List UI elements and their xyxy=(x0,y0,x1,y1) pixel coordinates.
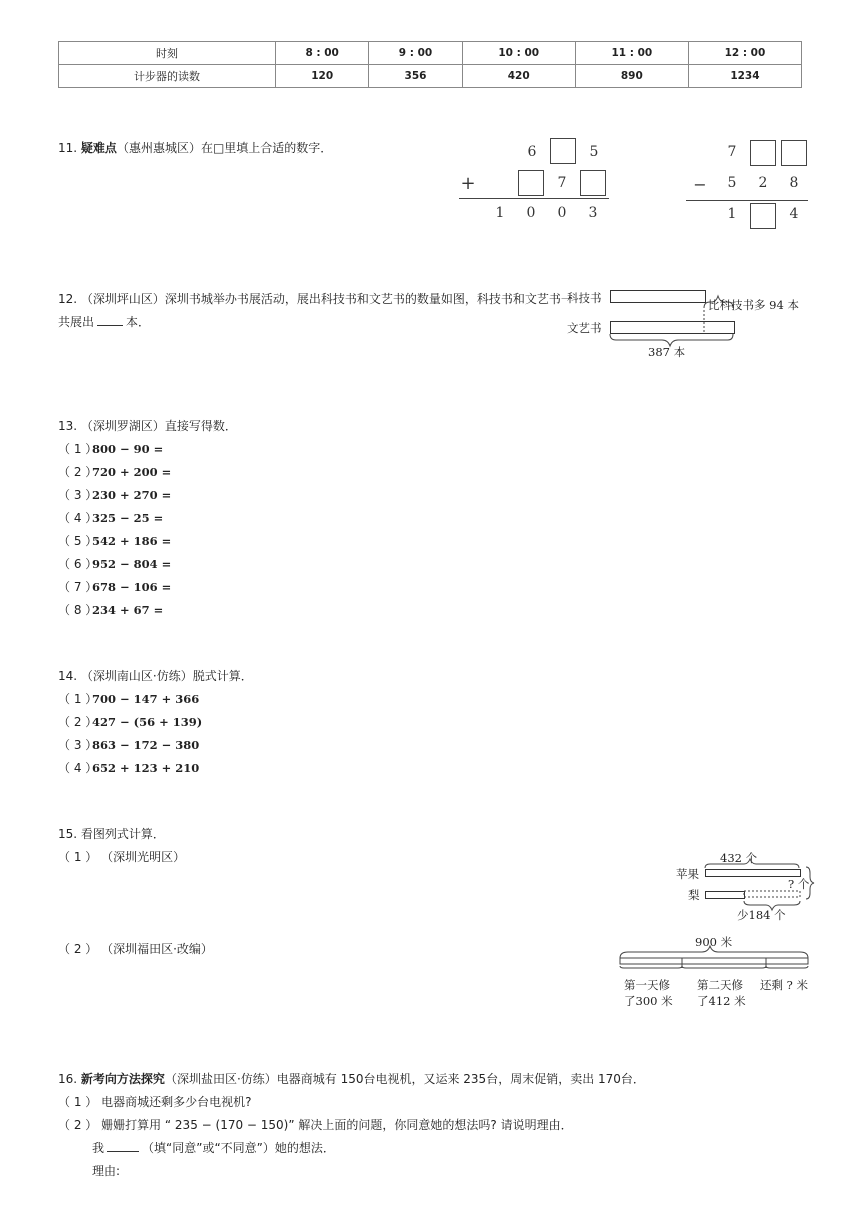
label-total-unknown: ? 个 xyxy=(788,877,810,891)
list-item xyxy=(58,440,163,457)
item-index: （ 2 ） xyxy=(58,465,98,479)
item-index: （ 6 ） xyxy=(58,557,98,571)
question-12-line2 xyxy=(58,313,150,330)
item-expression: 542 + 186 = xyxy=(92,534,172,548)
item-expression: 720 + 200 = xyxy=(92,465,172,479)
minus-sign: − xyxy=(693,175,707,194)
list-item xyxy=(58,463,171,480)
list-item xyxy=(58,532,171,549)
answer-box[interactable] xyxy=(781,140,807,166)
label-day1: 第一天修 xyxy=(624,978,670,992)
digit: 0 xyxy=(526,205,536,221)
list-item xyxy=(58,601,163,618)
item-index: （ 4 ） xyxy=(58,761,98,775)
question-16-part2: （ 2 ） 姗姗打算用 “ 235 − (170 − 150)” 解决上面的问题，你同意她的想法吗? 请说明理由． xyxy=(58,1118,573,1132)
digit: 1 xyxy=(495,205,505,221)
label-day2-amount: 了412 米 xyxy=(697,994,746,1008)
question-tag: 疑难点 xyxy=(80,141,117,155)
digit: 5 xyxy=(727,175,737,191)
table-row xyxy=(59,42,802,65)
question-15-part1: （ 1 ） （深圳光明区） xyxy=(58,850,186,864)
digit: 8 xyxy=(789,175,799,191)
diagram-brackets xyxy=(600,284,810,364)
answer-box[interactable] xyxy=(518,170,544,196)
label-apples-count: 432 个 xyxy=(720,851,758,865)
plus-sign: + xyxy=(460,173,476,194)
question-12-line1: 12. （深圳坪山区）深圳书城举办书展活动，展出科技书和文艺书的数量如图，科技书和文艺书一 xyxy=(58,292,573,306)
item-index: （ 3 ） xyxy=(58,738,98,752)
table-cell: 8 : 00 xyxy=(276,42,369,65)
question-number: 16. xyxy=(58,1072,78,1086)
table-row xyxy=(59,65,802,88)
answer-blank[interactable] xyxy=(107,1139,139,1152)
table-cell: 9 : 00 xyxy=(369,42,462,65)
item-index: （ 1 ） xyxy=(58,442,98,456)
question-number: 11. xyxy=(58,141,78,155)
question-text: 本． xyxy=(126,315,151,329)
item-index: （ 8 ） xyxy=(58,603,98,617)
item-expression: 800 − 90 = xyxy=(92,442,164,456)
item-expression: 427 − (56 + 139) xyxy=(92,715,203,729)
label-more-than: 比科技书多 94 本 xyxy=(708,298,799,312)
label-remaining: 还剩 ? 米 xyxy=(760,978,808,992)
item-expression: 700 − 147 + 366 xyxy=(92,692,200,706)
digit: 3 xyxy=(588,205,598,221)
label-total: 387 本 xyxy=(648,345,686,359)
digit: 0 xyxy=(557,205,567,221)
question-text: （填“同意”或“不同意”）她的想法． xyxy=(142,1141,335,1155)
item-expression: 863 − 172 − 380 xyxy=(92,738,200,752)
table-header-reading: 计步器的读数 xyxy=(59,65,276,88)
item-expression: 230 + 270 = xyxy=(92,488,172,502)
item-expression: 652 + 123 + 210 xyxy=(92,761,200,775)
question-16-part1: （ 1 ） 电器商城还剩多少台电视机? xyxy=(58,1095,252,1109)
answer-box[interactable] xyxy=(580,170,606,196)
divider-line xyxy=(686,200,808,201)
label-total-length: 900 米 xyxy=(695,935,733,949)
label-apples: 苹果 xyxy=(676,867,699,881)
digit: 5 xyxy=(589,144,599,160)
table-cell: 420 xyxy=(462,65,575,88)
digit: 2 xyxy=(758,175,768,191)
question-text: （惠州惠城区）在□里填上合适的数字． xyxy=(116,141,333,155)
question-16 xyxy=(58,1070,645,1087)
list-item xyxy=(58,578,171,595)
list-item xyxy=(58,509,163,526)
table-cell: 12 : 00 xyxy=(688,42,801,65)
label-day2: 第二天修 xyxy=(697,978,743,992)
table-cell: 10 : 00 xyxy=(462,42,575,65)
list-item xyxy=(58,690,199,707)
road-diagram xyxy=(614,944,814,974)
table-header-time: 时刻 xyxy=(59,42,276,65)
label-day1-amount: 了300 米 xyxy=(624,994,673,1008)
question-16-reason: 理由: xyxy=(92,1164,121,1178)
question-text: 我 xyxy=(92,1141,105,1155)
answer-box[interactable] xyxy=(750,140,776,166)
item-index: （ 7 ） xyxy=(58,580,98,594)
item-expression: 325 − 25 = xyxy=(92,511,164,525)
item-index: （ 2 ） xyxy=(58,715,98,729)
digit: 6 xyxy=(527,144,537,160)
list-item xyxy=(58,486,171,503)
label-art-books: 文艺书 xyxy=(567,321,602,335)
list-item xyxy=(58,713,202,730)
item-index: （ 4 ） xyxy=(58,511,98,525)
item-expression: 234 + 67 = xyxy=(92,603,164,617)
item-expression: 952 − 804 = xyxy=(92,557,172,571)
answer-box[interactable] xyxy=(750,203,776,229)
question-15-part2: （ 2 ） （深圳福田区·改编） xyxy=(58,942,213,956)
answer-box[interactable] xyxy=(550,138,576,164)
digit: 7 xyxy=(727,144,737,160)
step-counter-table xyxy=(58,41,802,88)
label-fewer: 少184 个 xyxy=(737,908,786,922)
list-item xyxy=(58,759,199,776)
question-16-answer xyxy=(92,1139,335,1156)
table-cell: 890 xyxy=(575,65,688,88)
table-cell: 356 xyxy=(369,65,462,88)
divider-line xyxy=(459,198,609,199)
list-item xyxy=(58,555,171,572)
question-text: 共展出 xyxy=(58,315,95,329)
table-cell: 1234 xyxy=(688,65,801,88)
label-science-books: 科技书 xyxy=(567,291,602,305)
question-text: （深圳盐田区·仿练）电器商城有 150台电视机，又运来 235台，周末促销，卖出 170台． xyxy=(164,1072,645,1086)
item-index: （ 3 ） xyxy=(58,488,98,502)
question-13-title: 13. （深圳罗湖区）直接写得数． xyxy=(58,419,237,433)
answer-blank[interactable] xyxy=(97,313,123,326)
question-tag: 新考向方法探究 xyxy=(80,1072,165,1086)
question-11 xyxy=(58,139,332,156)
list-item xyxy=(58,736,199,753)
digit: 4 xyxy=(789,206,799,222)
label-pears: 梨 xyxy=(688,888,700,902)
question-15-title: 15. 看图列式计算． xyxy=(58,827,165,841)
digit: 1 xyxy=(727,206,737,222)
digit: 7 xyxy=(557,175,567,191)
table-cell: 11 : 00 xyxy=(575,42,688,65)
item-index: （ 5 ） xyxy=(58,534,98,548)
item-expression: 678 − 106 = xyxy=(92,580,172,594)
table-cell: 120 xyxy=(276,65,369,88)
question-14-title: 14. （深圳南山区·仿练）脱式计算． xyxy=(58,669,253,683)
item-index: （ 1 ） xyxy=(58,692,98,706)
